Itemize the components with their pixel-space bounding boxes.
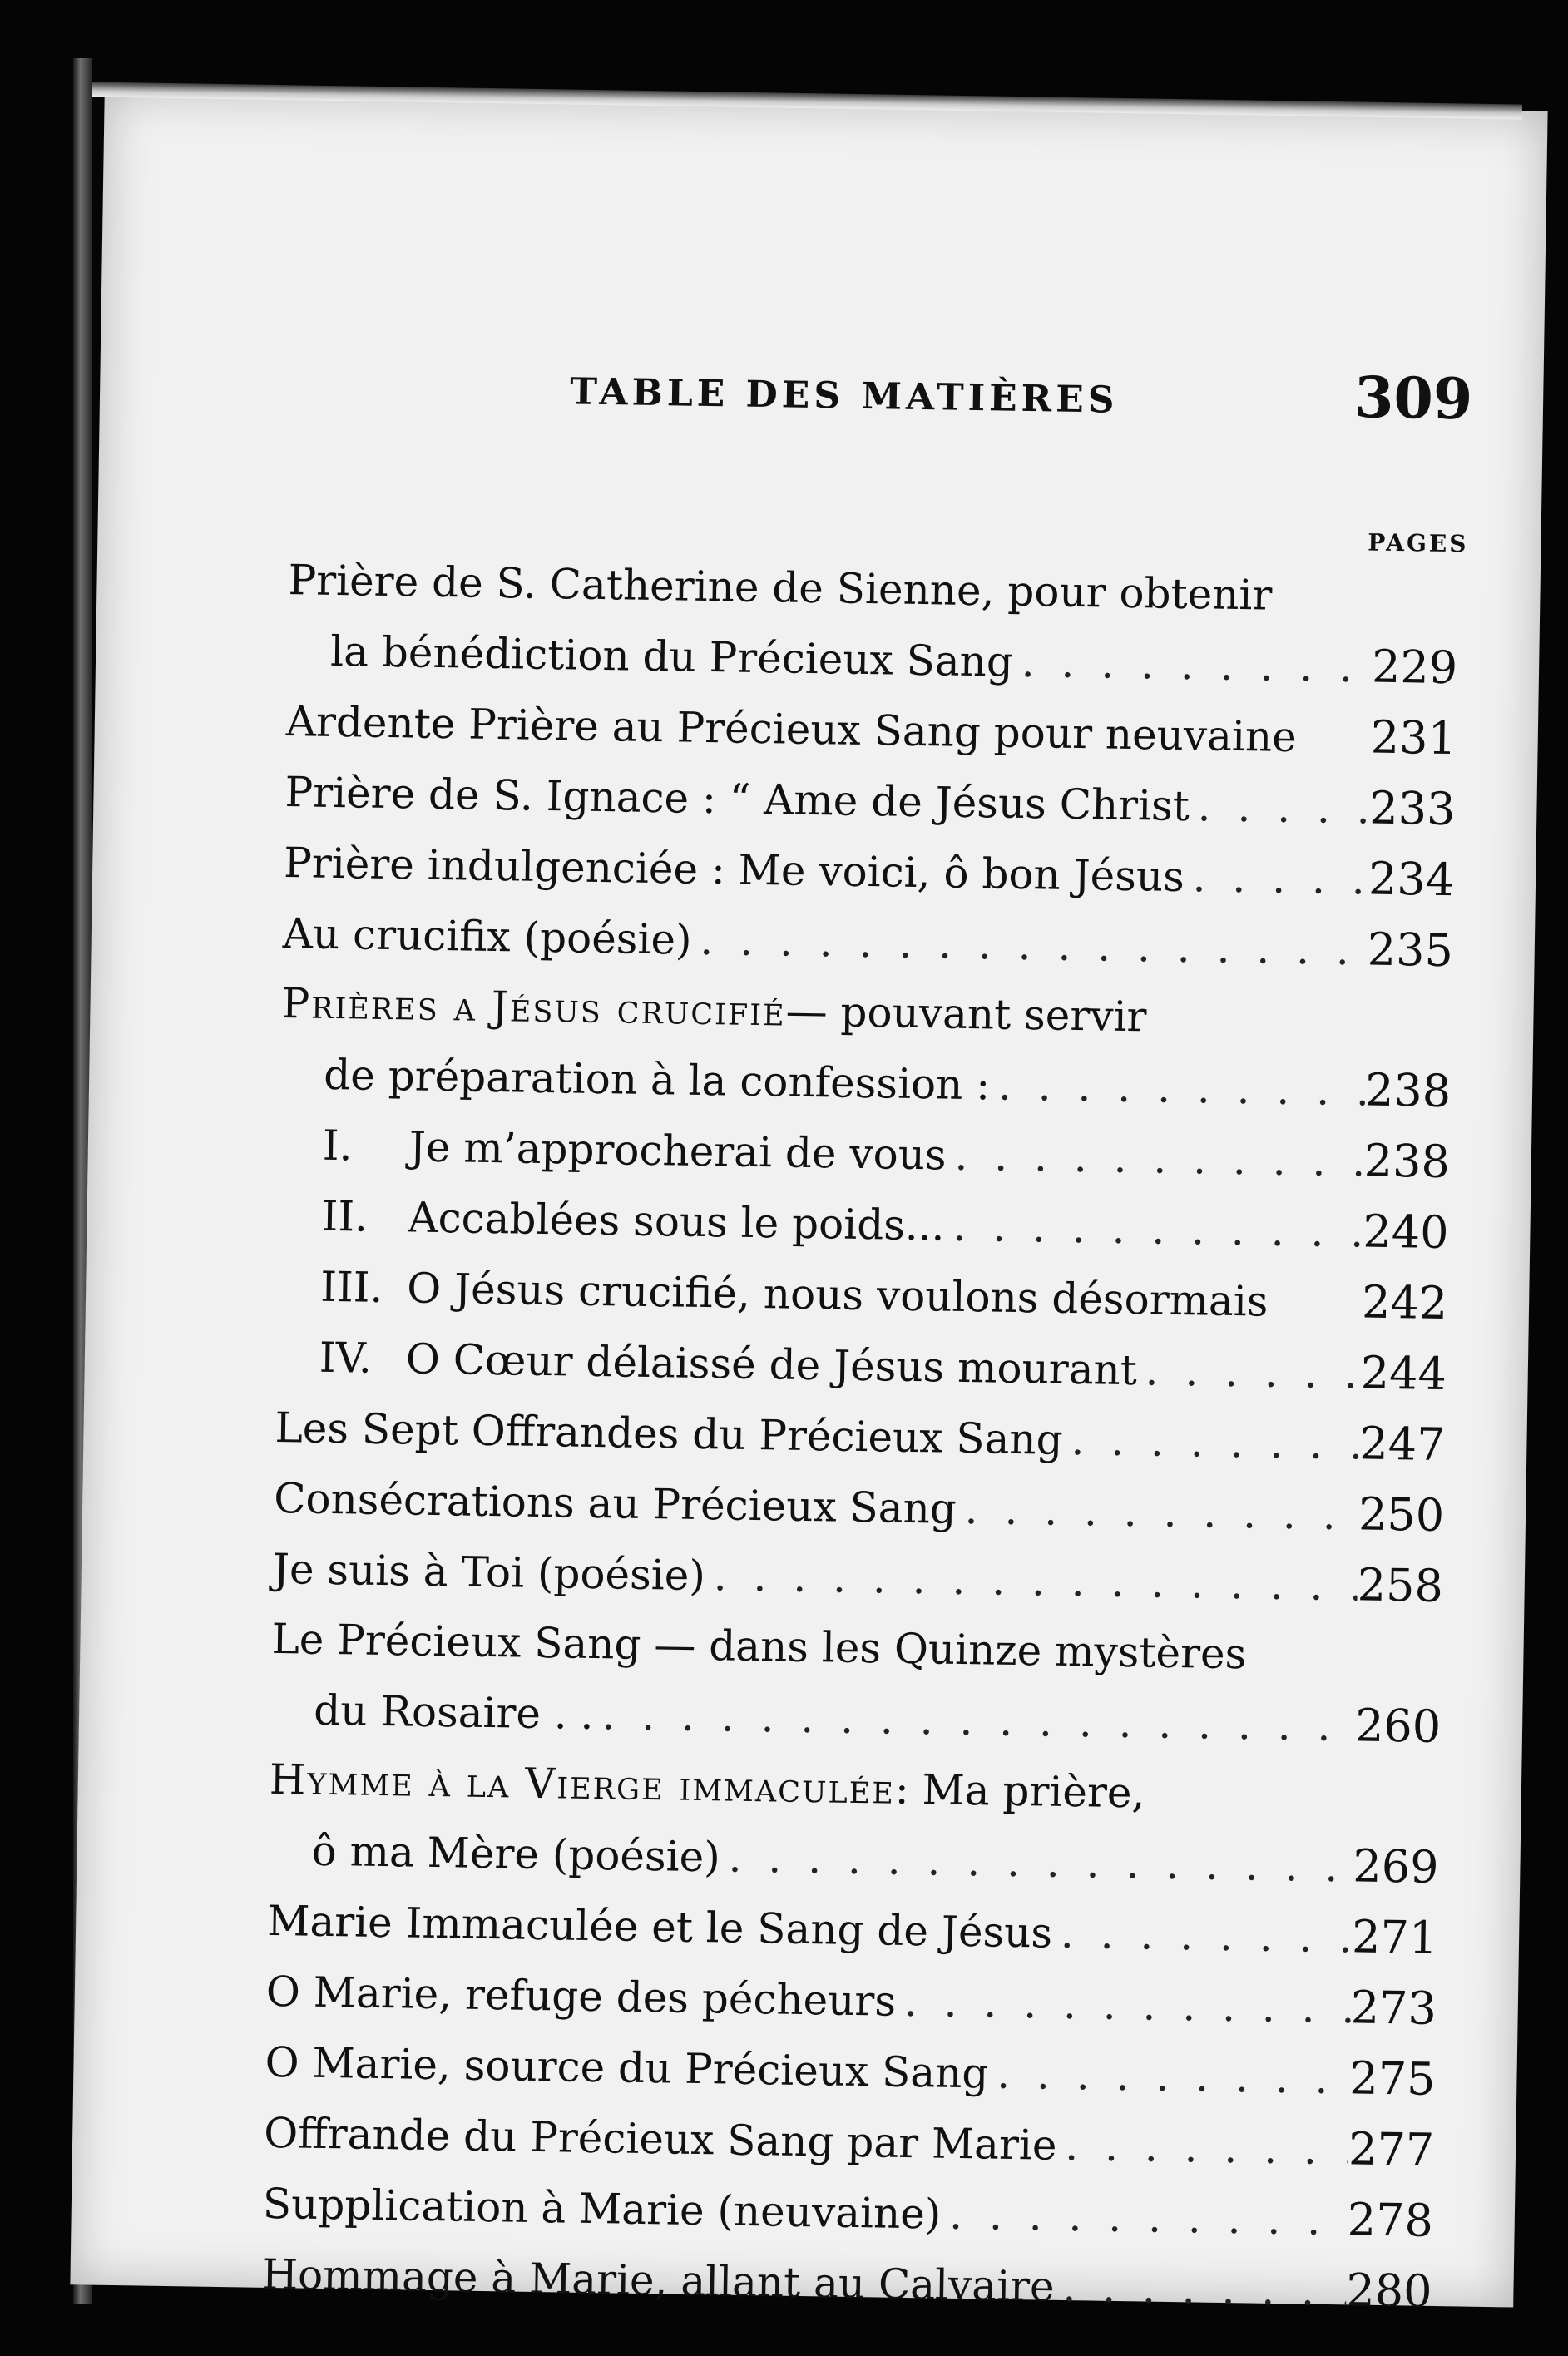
entry-title-continued: la bénédiction du Précieux Sang <box>329 626 1014 686</box>
entry-page-number: 275 <box>1348 2052 1437 2106</box>
dot-leader <box>720 1822 1353 1902</box>
toc-entry <box>268 1745 1440 1903</box>
subentry-numeral: III. <box>319 1262 383 1312</box>
toc-entry <box>270 1604 1442 1763</box>
dot-leader <box>1184 842 1369 914</box>
entry-title: Supplication à Marie (neuvaine) <box>262 2179 942 2239</box>
entry-title: Ardente Prière au Précieux Sang pour neuvaine <box>285 697 1298 762</box>
entry-page-number: 229 <box>1371 640 1458 695</box>
entry-page-number: 278 <box>1347 2193 1434 2247</box>
dot-leader <box>989 1050 1365 1126</box>
dot-leader <box>593 1680 1356 1761</box>
entry-page-number: 238 <box>1363 1134 1451 1189</box>
book-page <box>70 89 1547 2318</box>
entry-page-number: 240 <box>1362 1205 1450 1260</box>
entry-title-rest: — pouvant servir <box>785 987 1147 1042</box>
page-content <box>261 341 1473 2318</box>
entry-title: Hommage à Marie, allant au Calvaire <box>261 2250 1056 2311</box>
subentry-numeral: I. <box>322 1121 354 1171</box>
dot-leader <box>1056 2111 1349 2185</box>
entry-title: O Marie, refuge des pécheurs <box>265 1967 897 2026</box>
entry-page-number: 273 <box>1350 1981 1437 2035</box>
page-header <box>290 341 1473 459</box>
entry-page-number: 244 <box>1360 1346 1447 1401</box>
dot-leader <box>946 1121 1364 1197</box>
dot-leader <box>988 2039 1350 2115</box>
entry-page-number: 247 <box>1358 1417 1447 1472</box>
entry-page-number: 271 <box>1351 1910 1438 1964</box>
entry-title: Prière de S. Catherine de Sienne, pour obtenir <box>288 556 1273 620</box>
pages-column-label: PAGES <box>1367 528 1469 558</box>
entry-title-continued: ô ma Mère (poésie) <box>311 1826 721 1882</box>
entry-title: Consécrations au Précieux Sang <box>273 1473 957 1533</box>
entry-page-number: 277 <box>1348 2122 1435 2176</box>
dot-leader <box>1189 771 1370 844</box>
entry-title: Je suis à Toi (poésie) <box>272 1544 706 1601</box>
entry-page-number: 242 <box>1361 1275 1448 1330</box>
dot-leader <box>944 1191 1363 1268</box>
entry-title: O Jésus crucifié, nous voulons désormais <box>406 1264 1269 1326</box>
running-title: TABLE DES MATIÈRES <box>569 370 1119 422</box>
entry-title: O Marie, source du Précieux Sang <box>265 2037 989 2098</box>
entry-title: Les Sept Offrandes du Précieux Sang <box>275 1403 1064 1464</box>
entry-page-number: 238 <box>1364 1063 1452 1118</box>
entry-page-number: 258 <box>1357 1558 1444 1613</box>
entry-title-continued: de préparation à la confession : <box>323 1050 991 1110</box>
entry-page-number: 234 <box>1368 852 1455 907</box>
entry-page-number: 235 <box>1367 923 1454 978</box>
entry-title: Au crucifix (poésie) <box>282 909 693 964</box>
dot-leader <box>956 1474 1359 1551</box>
dot-leader <box>895 1967 1351 2044</box>
dot-leader <box>941 2180 1348 2256</box>
toc-entry <box>280 968 1452 1127</box>
entry-title-continued: du Rosaire . . <box>313 1685 595 1740</box>
entry-title-smallcaps: Hymme à la Vierge immaculée <box>269 1755 896 1814</box>
entry-page-number: 233 <box>1368 781 1457 836</box>
entry-page-number: 280 <box>1345 2264 1433 2318</box>
dot-leader <box>691 905 1368 986</box>
entry-page-number: 231 <box>1370 710 1457 765</box>
entry-title: Prière indulgenciée : Me voici, ô bon Jésus <box>283 839 1185 902</box>
dot-leader <box>1062 1405 1360 1480</box>
page-number: 309 <box>1353 364 1473 433</box>
subentry-numeral: IV. <box>319 1333 373 1383</box>
dot-leader <box>1136 1335 1361 1408</box>
entry-title: Prière de S. Ignace : “ Ame de Jésus Christ <box>284 768 1190 831</box>
table-of-contents <box>261 545 1458 2328</box>
subentry-numeral: II. <box>321 1191 369 1241</box>
entry-title-smallcaps: Prières a Jésus crucifié <box>281 979 787 1036</box>
entry-page-number: 269 <box>1352 1839 1440 1893</box>
dot-leader <box>1054 2252 1347 2327</box>
entry-title: Le Précieux Sang — dans les Quinze mystères <box>271 1614 1247 1679</box>
dot-leader <box>1051 1898 1352 1973</box>
dot-leader <box>1012 627 1373 703</box>
entry-title: Je m’approcherai de vous <box>408 1122 947 1180</box>
toc-entry <box>287 545 1458 704</box>
dot-leader <box>705 1541 1358 1621</box>
entry-page-number: 250 <box>1358 1487 1445 1542</box>
entry-page-number: 260 <box>1354 1699 1442 1754</box>
entry-title: Marie Immaculée et le Sang de Jésus <box>266 1896 1053 1958</box>
entry-title: Offrande du Précieux Sang par Marie <box>263 2108 1057 2170</box>
entry-title-rest: : Ma prière, <box>894 1765 1145 1818</box>
entry-title: Accablées sous le poids... <box>408 1193 946 1250</box>
entry-title: O Cœur délaissé de Jésus mourant <box>405 1334 1138 1395</box>
